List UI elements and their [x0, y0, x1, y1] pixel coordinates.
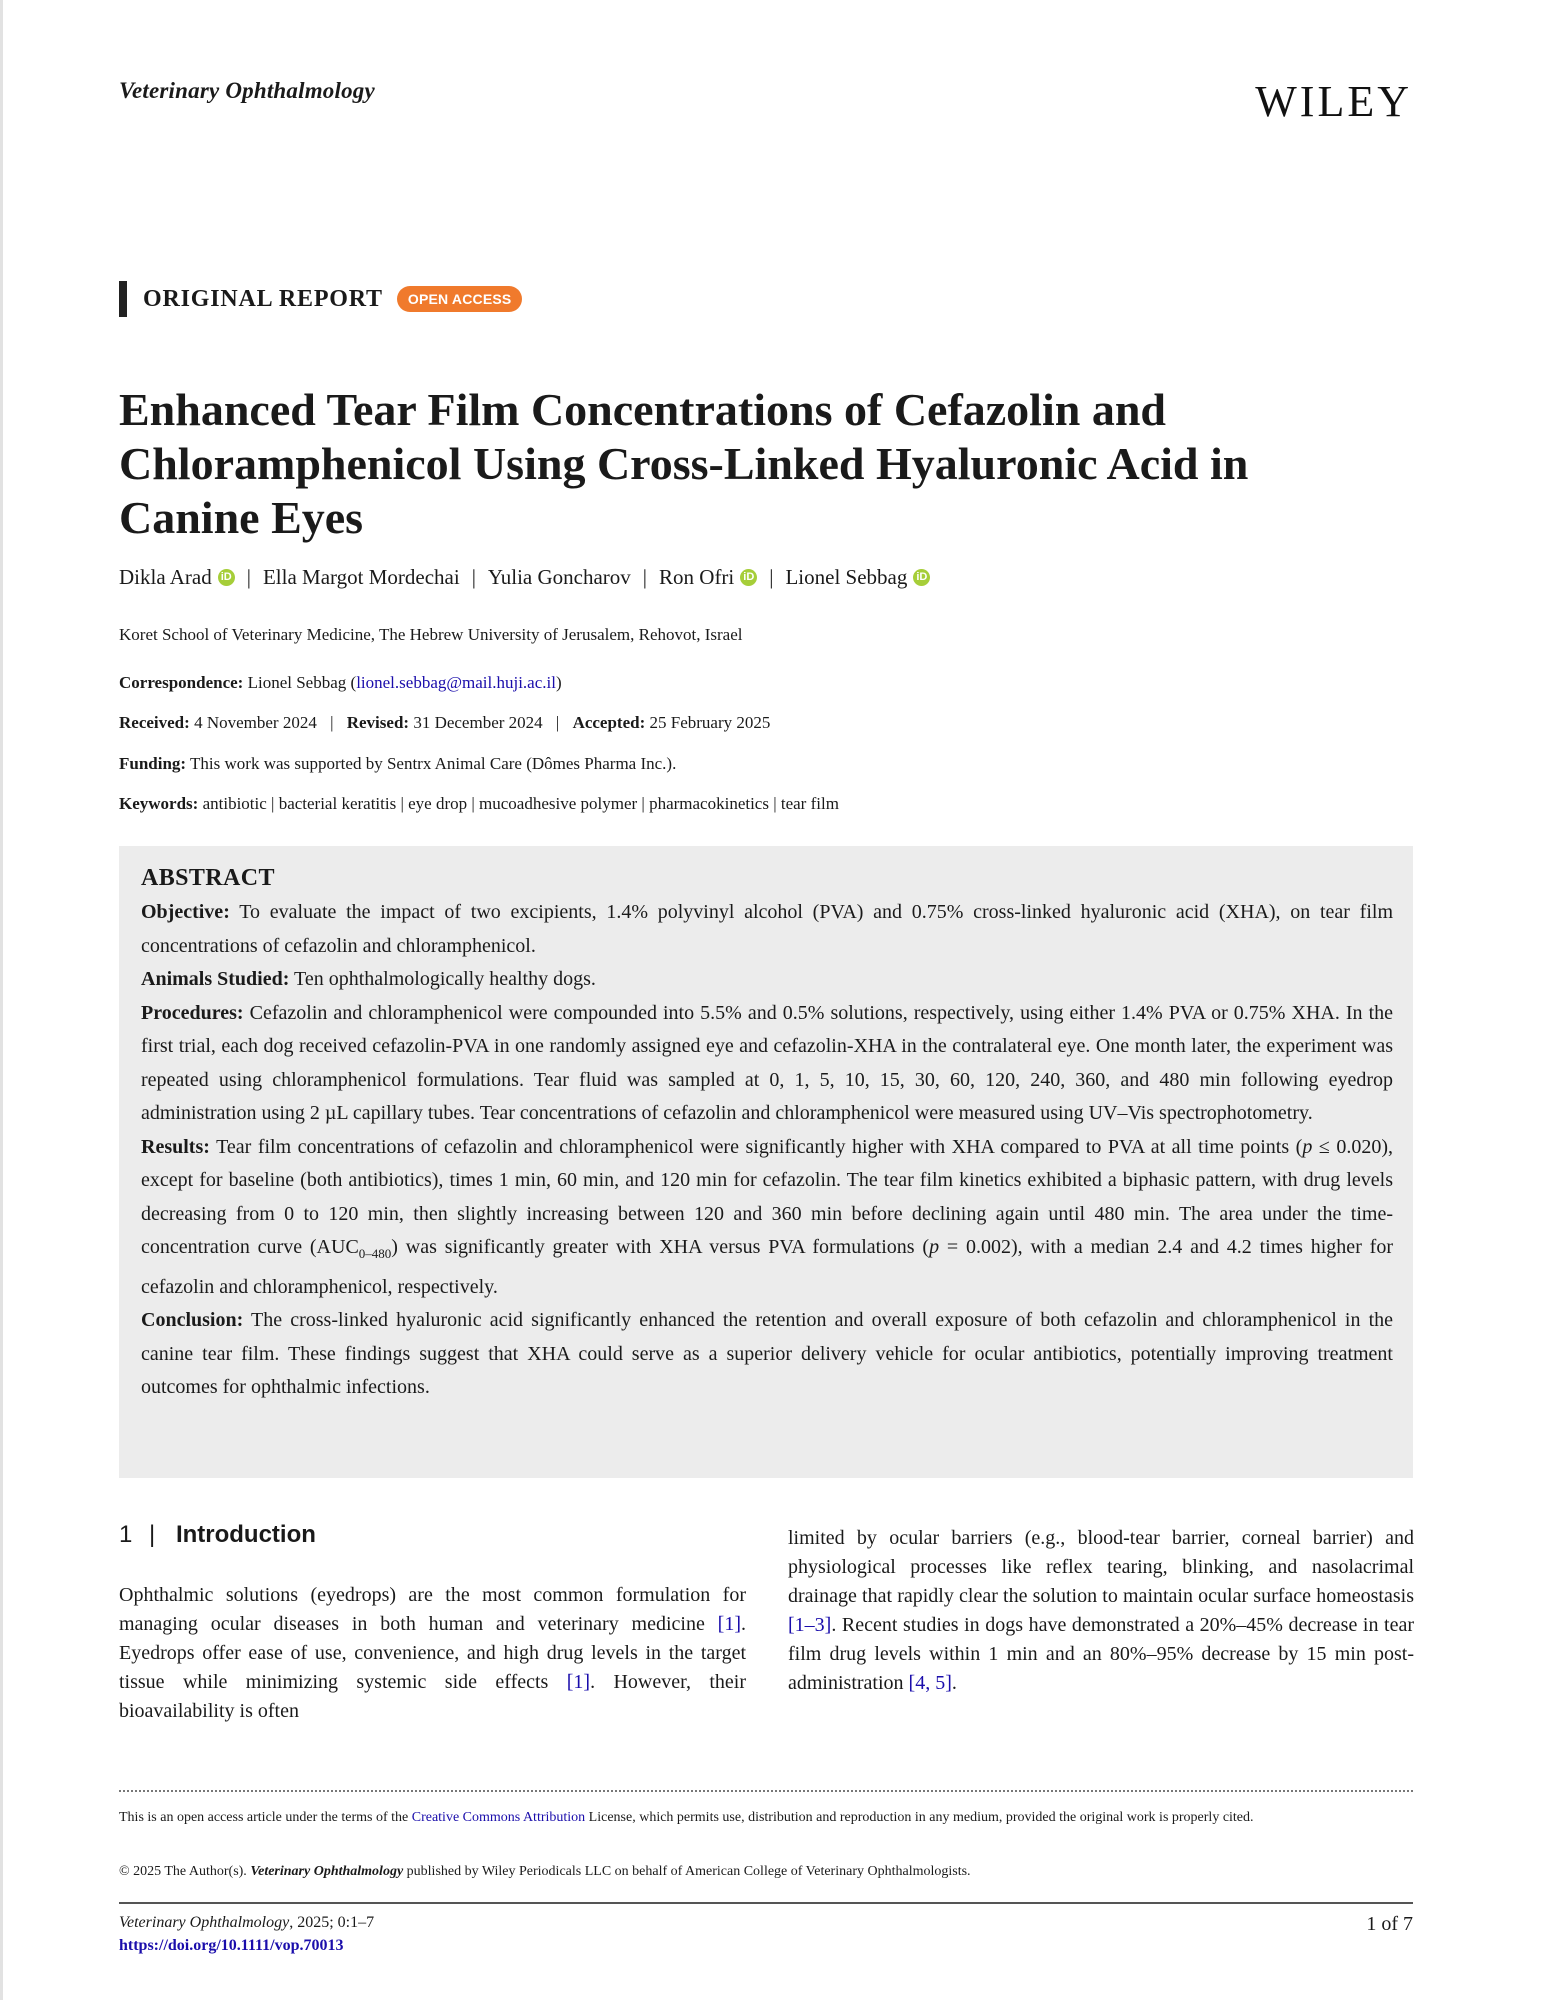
- footer-divider: [119, 1902, 1413, 1904]
- funding-line: [119, 754, 676, 774]
- reference-link[interactable]: [1–3]: [788, 1614, 832, 1636]
- doi-link[interactable]: https://doi.org/10.1111/vop.70013: [119, 1937, 344, 1954]
- license-text: License, which permits use, distribution and reproduction in any medium, provided the original work is properly cited.: [585, 1810, 1254, 1825]
- abstract-procedures: [141, 997, 1393, 1131]
- accepted-date: 25 February 2025: [649, 713, 771, 732]
- article-type-bar: [119, 281, 127, 317]
- abstract-results: [141, 1131, 1393, 1305]
- procedures-text: Cefazolin and chloramphenicol were compounded into 5.5% and 0.5% solutions, respectively, using either 1.4% PVA or 0.75% XHA. In the first trial, each dog received cefazolin-PVA in one randomly assigned eye and cefazolin-XHA in the contralateral eye. One month later, the experiment was repeated using chloramphenicol formulations. Tear fluid was sampled at 0, 1, 5, 10, 15, 30, 60, 120, 240, 360, and 480 min following eyedrop administration using 2 µL capillary tubes. Tear concentrations of cefazolin and chloramphenicol were measured using UV–Vis spectrophotometry.: [141, 1001, 1394, 1124]
- section-separator: |: [149, 1521, 156, 1548]
- section-number: 1: [119, 1521, 133, 1548]
- correspondence-label: Correspondence:: [119, 673, 244, 692]
- animals-label: Animals Studied:: [141, 968, 290, 990]
- abstract-box: [119, 846, 1413, 1478]
- results-text: ) was significantly greater with XHA versus PVA formulations (: [391, 1236, 930, 1258]
- correspondence-line: [119, 673, 562, 693]
- orcid-icon[interactable]: iD: [913, 569, 930, 586]
- keywords-text: antibiotic | bacterial keratitis | eye drop | mucoadhesive polymer | pharmacokinetics | tear film: [202, 794, 839, 813]
- author-separator: |: [246, 565, 251, 589]
- results-text: ≤ 0.020), except for baseline (both antibiotics), times 1 min, 60 min, and 120 min for cefazolin. The tear film kinetics exhibited a biphasic pattern, with drug levels decreasing from 0 to 120 min, then slightly increasing between 120 and 360 min before declining again until 480 min. The area under the time-concentration curve (AUC: [141, 1135, 1394, 1258]
- author-separator: |: [769, 565, 774, 589]
- author-name[interactable]: Ron Ofri: [659, 565, 735, 589]
- intro-text: . Recent studies in dogs have demonstrated a 20%–45% decrease in tear film drug levels within 1 min and an 80%–95% decrease by 15 min post-administration: [788, 1614, 1414, 1694]
- correspondence-email-link[interactable]: lionel.sebbag@mail.huji.ac.il: [356, 673, 556, 692]
- correspondence-name: Lionel Sebbag (: [247, 673, 357, 692]
- p-value-symbol: p: [929, 1236, 940, 1258]
- citation-line: [119, 1914, 374, 1932]
- author-separator: |: [642, 565, 648, 589]
- funding-label: Funding:: [119, 754, 187, 773]
- article-type-row: [119, 281, 522, 317]
- results-text: Tear film concentrations of cefazolin and chloramphenicol were significantly higher with XHA compared to PVA at all time points (: [216, 1135, 1303, 1158]
- keywords-line: [119, 794, 839, 814]
- article-type-label: ORIGINAL REPORT: [143, 285, 383, 312]
- citation-journal: Veterinary Ophthalmology: [119, 1914, 290, 1931]
- page-edge: [0, 0, 3, 2000]
- author-name[interactable]: Yulia Goncharov: [487, 565, 631, 589]
- abstract-conclusion: [141, 1304, 1393, 1405]
- publisher-logo: WILEY: [1255, 77, 1412, 126]
- license-note: [119, 1806, 1413, 1830]
- author-name[interactable]: Dikla Arad: [119, 565, 212, 589]
- date-separator: |: [330, 713, 334, 732]
- dates-line: [119, 713, 770, 733]
- copyright-journal: Veterinary Ophthalmology: [250, 1864, 404, 1879]
- received-date: 4 November 2024: [194, 713, 317, 732]
- section-title: Introduction: [175, 1521, 316, 1548]
- conclusion-label: Conclusion:: [141, 1309, 244, 1331]
- objective-label: Objective:: [141, 901, 230, 923]
- affiliation: Koret School of Veterinary Medicine, The Hebrew University of Jerusalem, Rehovot, Israel: [119, 625, 743, 644]
- intro-paragraph-right: [788, 1524, 1414, 1698]
- abstract-heading: ABSTRACT: [141, 865, 275, 891]
- revised-date: 31 December 2024: [413, 713, 543, 732]
- correspondence-close: ): [555, 673, 562, 692]
- auc-subscript: 0–480: [358, 1246, 392, 1261]
- p-value-symbol: p: [1302, 1135, 1313, 1158]
- revised-label: Revised:: [346, 713, 410, 732]
- keywords-label: Keywords:: [119, 794, 199, 813]
- objective-text: To evaluate the impact of two excipients, 1.4% polyvinyl alcohol (PVA) and 0.75% cross-linked hyaluronic acid (XHA), on tear film concentrations of cefazolin and chloramphenicol.: [141, 901, 1394, 957]
- reference-link[interactable]: [4, 5]: [908, 1672, 952, 1694]
- author-list: [119, 565, 1419, 590]
- copyright-note: [119, 1864, 1413, 1880]
- received-label: Received:: [119, 713, 190, 732]
- article-title: Enhanced Tear Film Concentrations of Cefazolin and Chloramphenicol Using Cross-Linked Hyaluronic Acid in Canine Eyes: [119, 384, 1249, 543]
- license-link[interactable]: Creative Commons Attribution: [411, 1810, 586, 1825]
- orcid-icon[interactable]: iD: [218, 569, 235, 586]
- intro-text: limited by ocular barriers (e.g., blood-tear barrier, corneal barrier) and physiological processes like reflex tearing, blinking, and nasolacrimal drainage that rapidly clear the solution to maintain ocular surface homeostasis: [788, 1527, 1414, 1607]
- procedures-label: Procedures:: [141, 1001, 244, 1024]
- results-label: Results:: [141, 1135, 210, 1158]
- page-number: 1 of 7: [1366, 1913, 1413, 1935]
- author-name[interactable]: Lionel Sebbag: [785, 565, 908, 589]
- journal-name: Veterinary Ophthalmology: [119, 78, 375, 103]
- conclusion-text: The cross-linked hyaluronic acid significantly enhanced the retention and overall exposure of both cefazolin and chloramphenicol in the canine tear film. These findings suggest that XHA could serve as a superior delivery vehicle for ocular antibiotics, potentially improving treatment outcomes for ophthalmic infections.: [141, 1309, 1394, 1398]
- intro-paragraph-left: [119, 1581, 746, 1726]
- copyright-text: published by Wiley Periodicals LLC on behalf of American College of Veterinary Ophthalmologists.: [403, 1864, 971, 1879]
- reference-link[interactable]: [1]: [717, 1613, 741, 1635]
- author-name[interactable]: Ella Margot Mordechai: [262, 565, 460, 589]
- date-separator: |: [555, 713, 560, 732]
- intro-text: .: [951, 1672, 957, 1694]
- section-heading-introduction: [119, 1521, 316, 1549]
- abstract-animals: [141, 963, 1393, 997]
- copyright-text: © 2025 The Author(s).: [119, 1864, 251, 1879]
- funding-text: This work was supported by Sentrx Animal Care (Dômes Pharma Inc.).: [190, 754, 677, 773]
- open-access-badge[interactable]: OPEN ACCESS: [397, 286, 523, 312]
- citation-details: , 2025; 0:1–7: [289, 1914, 375, 1931]
- author-separator: |: [471, 565, 476, 589]
- reference-link[interactable]: [1]: [566, 1671, 591, 1693]
- accepted-label: Accepted:: [572, 713, 646, 732]
- results-text: = 0.002), with a median 2.4 and 4.2 times higher for cefazolin and chloramphenicol, respectively.: [141, 1236, 1393, 1298]
- intro-text: Ophthalmic solutions (eyedrops) are the most common formulation for managing ocular diseases in both human and veterinary medicine: [119, 1584, 746, 1635]
- orcid-icon[interactable]: iD: [740, 569, 757, 586]
- abstract-objective: [141, 896, 1393, 963]
- intro-text: . Eyedrops offer ease of use, convenience, and high drug levels in the target tissue while minimizing systemic side effects: [119, 1613, 746, 1693]
- animals-text: Ten ophthalmologically healthy dogs.: [294, 968, 596, 990]
- license-text: This is an open access article under the terms of the: [119, 1810, 412, 1825]
- intro-text: . However, their bioavailability is often: [119, 1671, 747, 1722]
- footnote-divider: [119, 1790, 1413, 1792]
